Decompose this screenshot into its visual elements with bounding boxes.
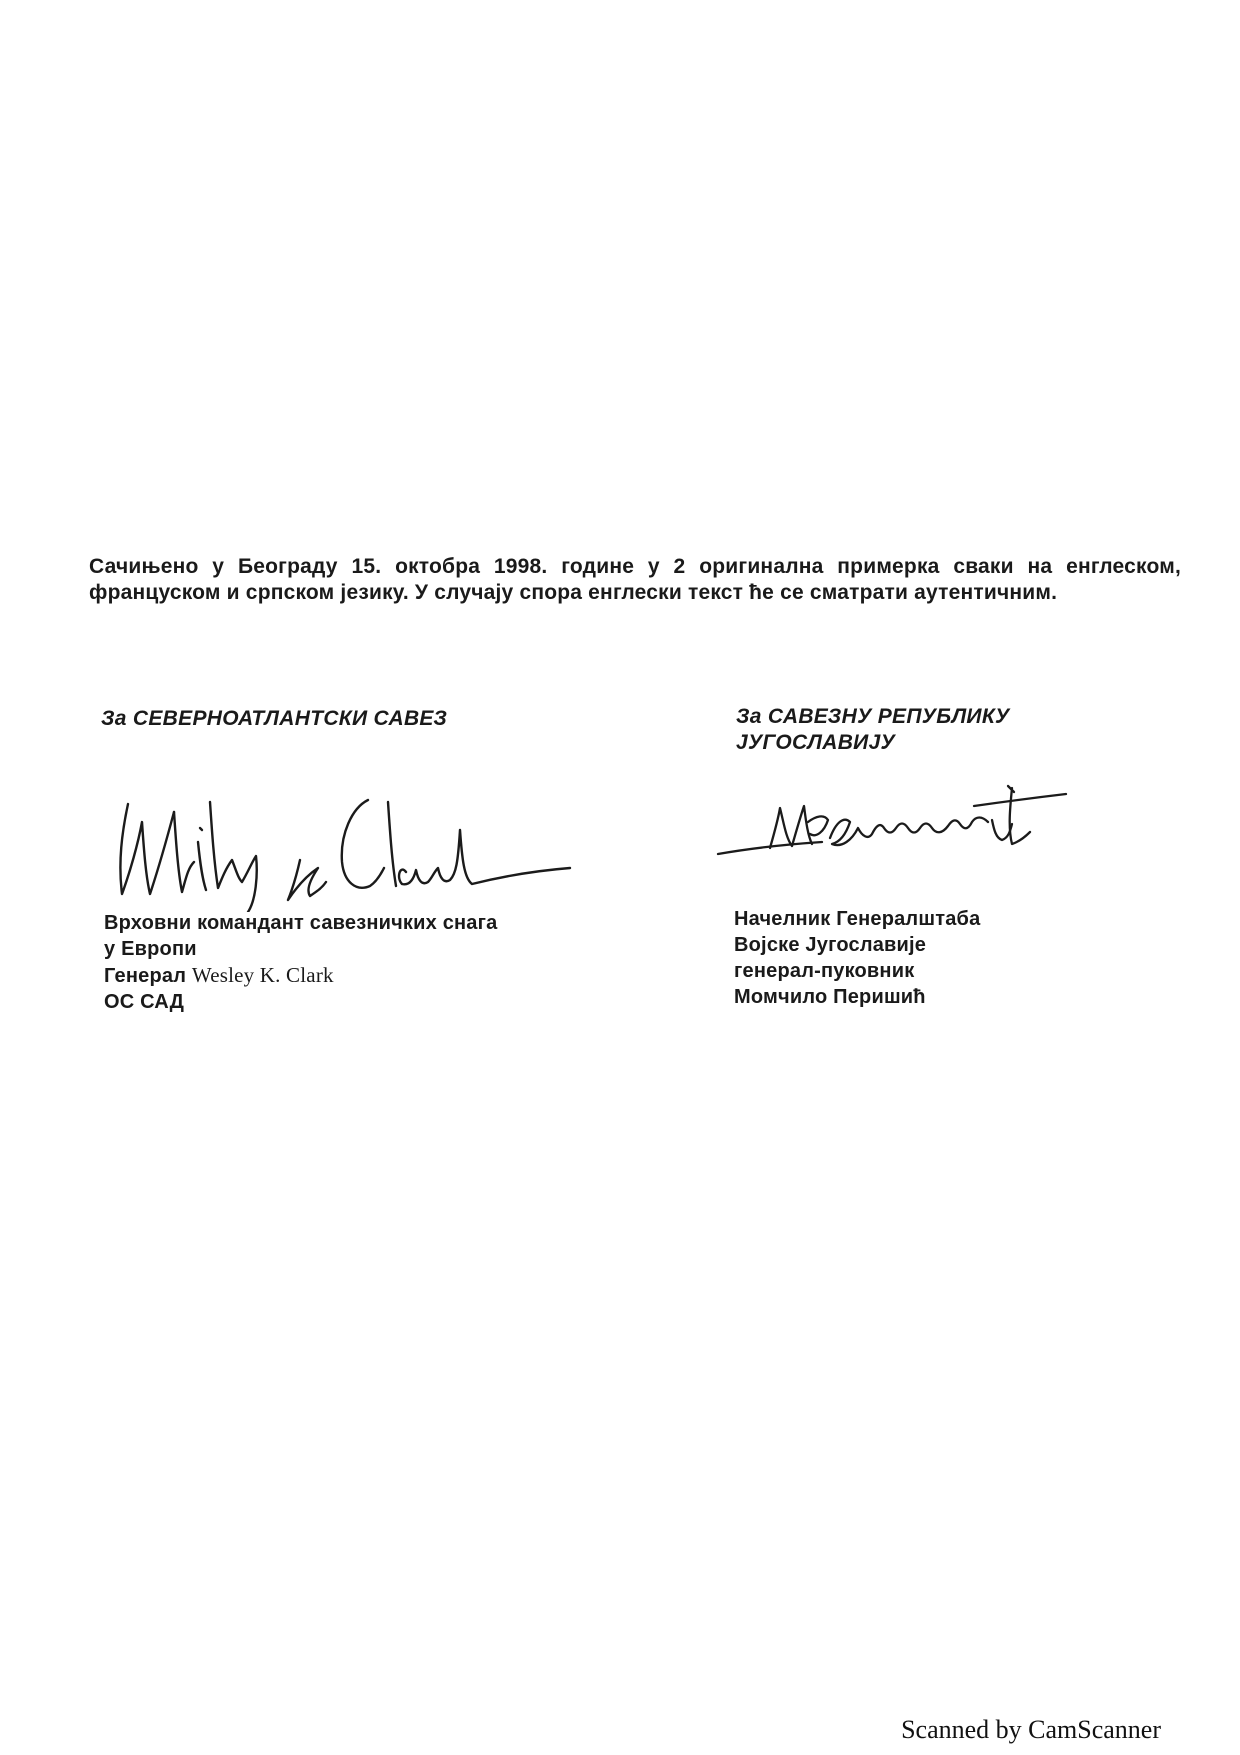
- nato-signatory-rank-name: [104, 962, 624, 989]
- nato-signatory-rank: Генерал: [104, 965, 187, 987]
- fry-party-heading-line1: За САВЕЗНУ РЕПУБЛИКУ: [736, 705, 1010, 728]
- fry-signatory-name: Момчило Перишић: [734, 986, 926, 1008]
- nato-signatory-title-cont: у Европи: [104, 938, 197, 960]
- fry-signatory-title-cont: Војске Југославије: [734, 934, 927, 956]
- clark-signature: [100, 782, 580, 912]
- camscanner-watermark: Scanned by CamScanner: [901, 1715, 1161, 1744]
- nato-signatory-name: Wesley K. Clark: [191, 963, 334, 987]
- fry-party-heading: [736, 704, 1136, 756]
- agreement-closing-paragraph: Сачињено у Београду 15. октобра 1998. године у 2 оригинална примерка сваки на енглеском, француском и српском језику. У случају спора енглески текст ће се сматрати аутентичним.: [89, 555, 1181, 604]
- nato-party-heading: За СЕВЕРНОАТЛАНТСКИ САВЕЗ: [101, 707, 448, 730]
- nato-signatory-service: ОС САД: [104, 991, 185, 1013]
- fry-signatory-block: [734, 906, 1154, 1010]
- perisic-signature: [712, 778, 1072, 868]
- fry-party-heading-line2: ЈУГОСЛАВИЈУ: [736, 731, 896, 754]
- nato-signatory-block: [104, 910, 624, 1015]
- nato-signatory-title: Врховни командант савезничких снага: [104, 912, 498, 934]
- fry-signatory-title: Начелник Генералштаба: [734, 908, 981, 930]
- fry-signatory-rank: генерал-пуковник: [734, 960, 915, 982]
